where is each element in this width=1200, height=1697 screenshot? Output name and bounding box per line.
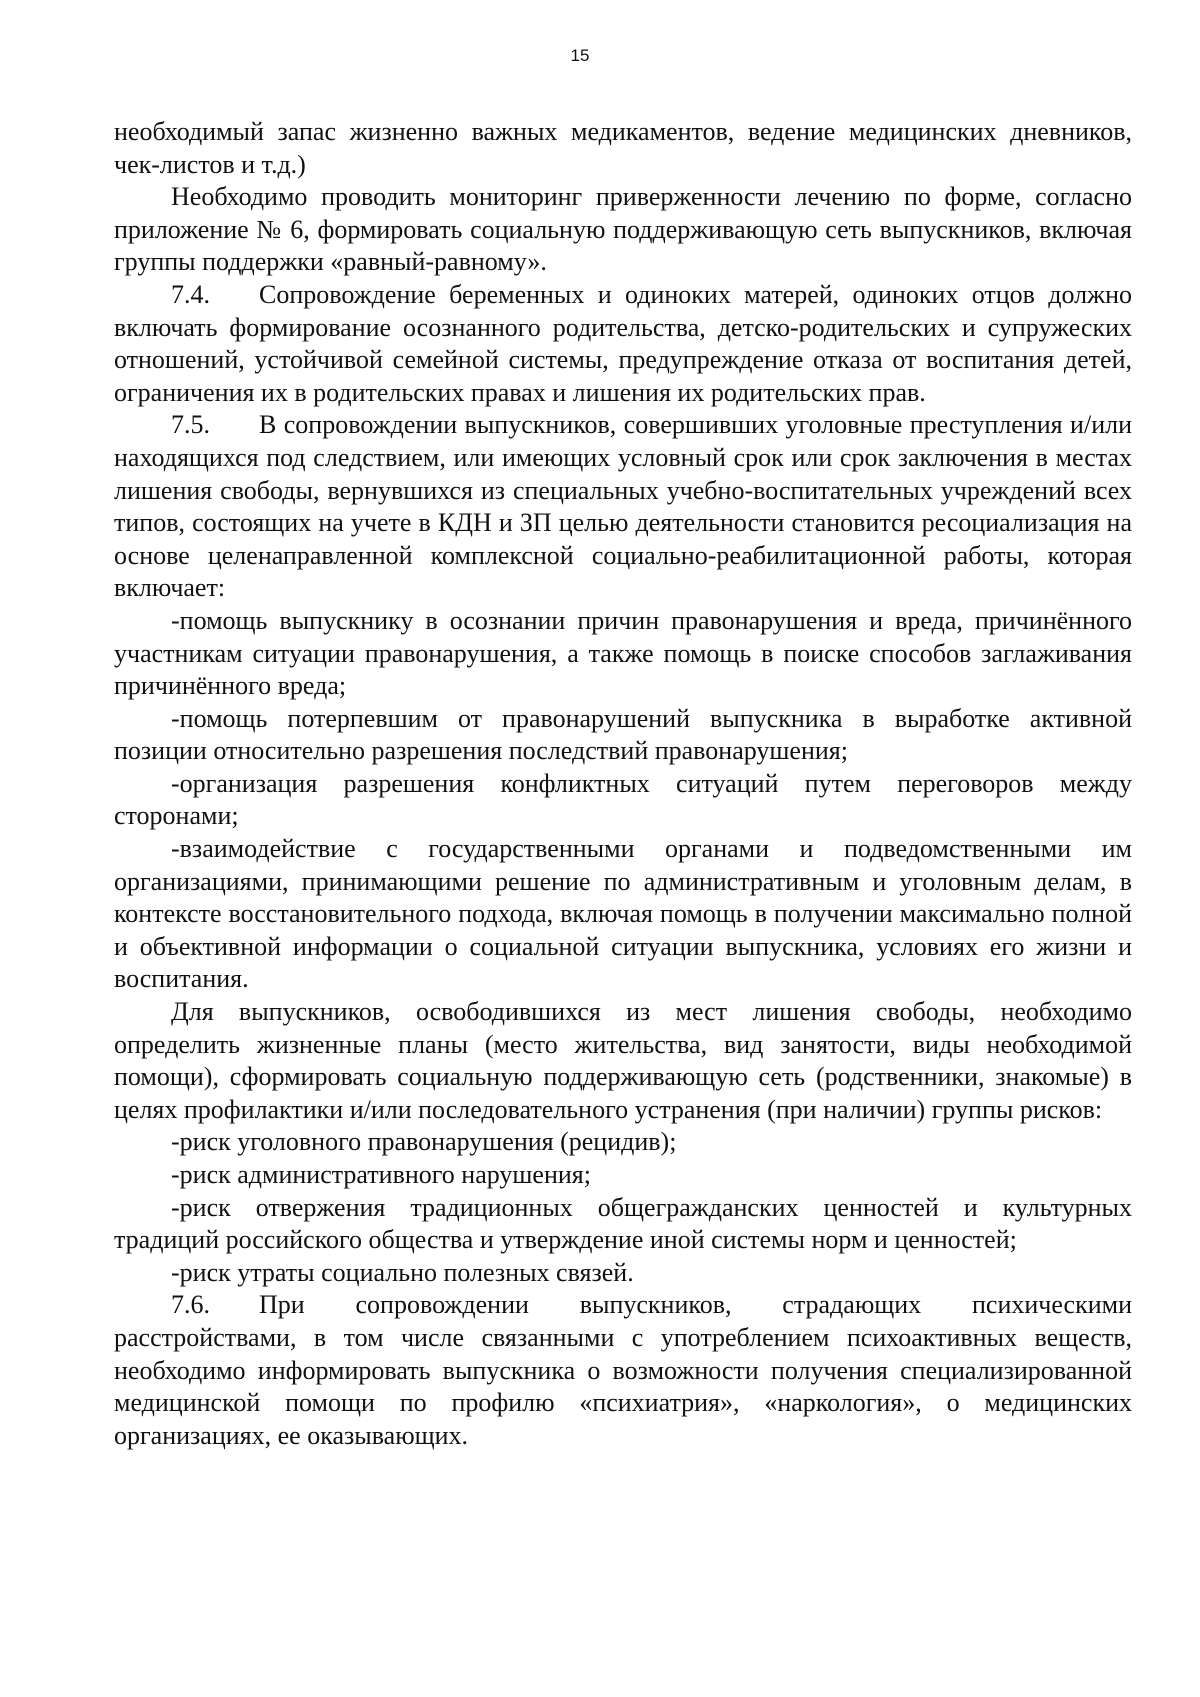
list-item	[114, 833, 1132, 996]
paragraph-text: -риск административного нарушения;	[171, 1160, 591, 1189]
paragraph-7-6	[114, 1289, 1132, 1452]
paragraph-text: Необходимо проводить мониторинг приверженности лечению по форме, согласно приложение № 6, формировать социальную поддерживающую сеть выпускников, включая группы поддержки «равный-равному».	[114, 182, 1132, 277]
paragraph-released	[114, 996, 1132, 1126]
section-number: 7.6.	[171, 1290, 210, 1320]
paragraph-text: -риск уголовного правонарушения (рецидив);	[171, 1127, 677, 1157]
paragraph-text: -взаимодействие с государственными органами и подведомственными им организациями, принимающими решение по административным и уголовным делам, в контексте восстановительного подхода, включая помощь в получении максимально полной и объективной информации о социальной ситуации выпускника, условиях его жизни и воспитания.	[114, 834, 1132, 994]
list-item	[114, 605, 1132, 703]
list-item	[114, 1192, 1132, 1257]
section-number: 7.4.	[171, 279, 210, 309]
paragraph-text: -риск отвержения традиционных общегражданских ценностей и культурных традиций российского общества и утверждение иной системы норм и ценностей;	[114, 1192, 1132, 1255]
paragraph-text: При сопровождении выпускников, страдающих психическими расстройствами, в том числе связанными с употреблением психоактивных веществ, необходимо информировать выпускника о возможности получения специализированной медицинской помощи по профилю «психиатрия», «наркология», о медицинских организациях, ее оказывающих.	[114, 1290, 1132, 1450]
list-item	[114, 1159, 1132, 1192]
list-item	[114, 1257, 1132, 1290]
paragraph-7-5	[114, 409, 1132, 605]
page-number: 15	[570, 46, 590, 65]
paragraph-text: необходимый запас жизненно важных медикаментов, ведение медицинских дневников, чек-листов и т.д.)	[114, 117, 1132, 179]
list-item	[114, 703, 1132, 768]
paragraph-text: В сопровождении выпускников, совершивших уголовные преступления и/или находящихся под следствием, или имеющих условный срок или срок заключения в местах лишения свободы, вернувшихся из специальных учебно-воспитательных учреждений всех типов, состоящих на учете в КДН и ЗП целью деятельности становится ресоциализация на основе целенаправленной комплексной социально-реабилитационной работы, которая включает:	[114, 410, 1132, 603]
document-body	[114, 116, 1132, 1452]
paragraph-monitoring	[114, 181, 1132, 279]
list-item	[114, 768, 1132, 833]
paragraph-7-4	[114, 279, 1132, 409]
paragraph-text: -риск утраты социально полезных связей.	[171, 1257, 634, 1287]
paragraph-text: Сопровождение беременных и одиноких матерей, одиноких отцов должно включать формирование осознанного родительства, детско-родительских и супружеских отношений, устойчивой семейной системы, предупреждение отказа от воспитания детей, ограничения их в родительских правах и лишения их родительских прав.	[114, 279, 1132, 407]
paragraph-text: -помощь выпускнику в осознании причин правонарушения и вреда, причинённого участникам ситуации правонарушения, а также помощь в поиске способов заглаживания причинённого вреда;	[114, 605, 1132, 701]
list-item	[114, 1126, 1132, 1159]
paragraph-text: Для выпускников, освободившихся из мест лишения свободы, необходимо определить жизненные планы (место жительства, вид занятости, виды необходимой помощи), сформировать социальную поддерживающую сеть (родственники, знакомые) в целях профилактики и/или последовательного устранения (при наличии) группы рисков:	[114, 997, 1132, 1124]
paragraph-continuation	[114, 116, 1132, 181]
section-number: 7.5.	[171, 410, 210, 440]
paragraph-text: -помощь потерпевшим от правонарушений выпускника в выработке активной позиции относительно разрешения последствий правонарушения;	[114, 703, 1132, 766]
paragraph-text: -организация разрешения конфликтных ситуаций путем переговоров между сторонами;	[114, 768, 1132, 831]
